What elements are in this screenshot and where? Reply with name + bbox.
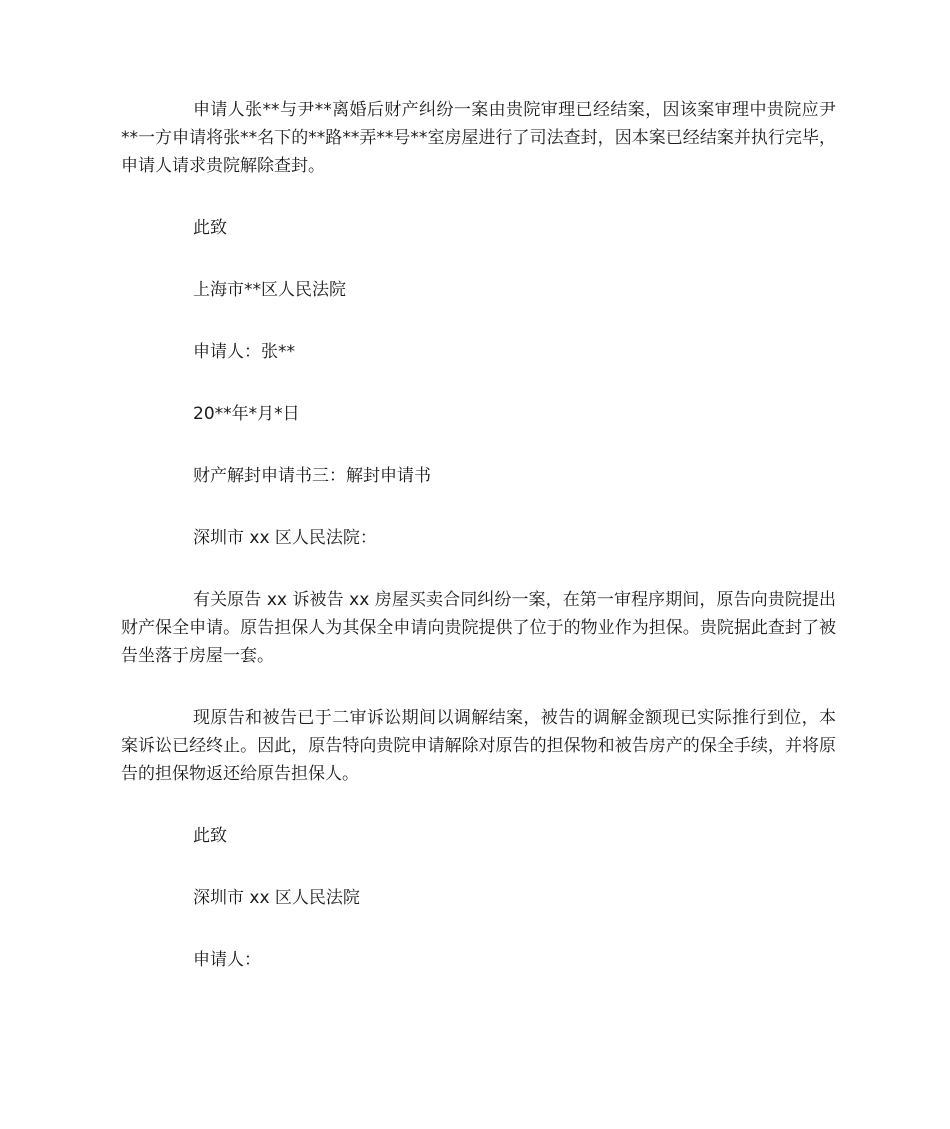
document-body <box>121 96 836 1008</box>
paragraph-application-body-1: 申请人张**与尹**离婚后财产纠纷一案由贵院审理已经结案，因该案审理中贵院应尹**一方申请将张**名下的**路**弄**号**室房屋进行了司法查封，因本案已经结案并执行完毕，申请人请求贵院解除查封。 <box>121 100 836 176</box>
paragraph-case-background: 有关原告 xx 诉被告 xx 房屋买卖合同纠纷一案，在第一审程序期间，原告向贵院提出财产保全申请。原告担保人为其保全申请向贵院提供了位于的物业作为担保。贵院据此查封了被告坐落于房屋一套。 <box>121 590 836 666</box>
court-name-shenzhen: 深圳市 xx 区人民法院 <box>193 888 360 908</box>
section-heading: 财产解封申请书三：解封申请书 <box>193 466 431 486</box>
applicant-line-1: 申请人：张** <box>193 342 295 362</box>
salutation-cizhi-1: 此致 <box>193 218 227 238</box>
applicant-line-2: 申请人： <box>193 950 261 970</box>
salutation-cizhi-2: 此致 <box>193 826 227 846</box>
paragraph-release-request: 现原告和被告已于二审诉讼期间以调解结案，被告的调解金额现已实际推行到位，本案诉讼已经终止。因此，原告特向贵院申请解除对原告的担保物和被告房产的保全手续，并将原告的担保物返还给原告担保人。 <box>121 708 836 784</box>
date-line: 20**年*月*日 <box>193 404 300 424</box>
court-name-shanghai: 上海市**区人民法院 <box>193 280 346 300</box>
court-address-shenzhen: 深圳市 xx 区人民法院： <box>193 528 377 548</box>
